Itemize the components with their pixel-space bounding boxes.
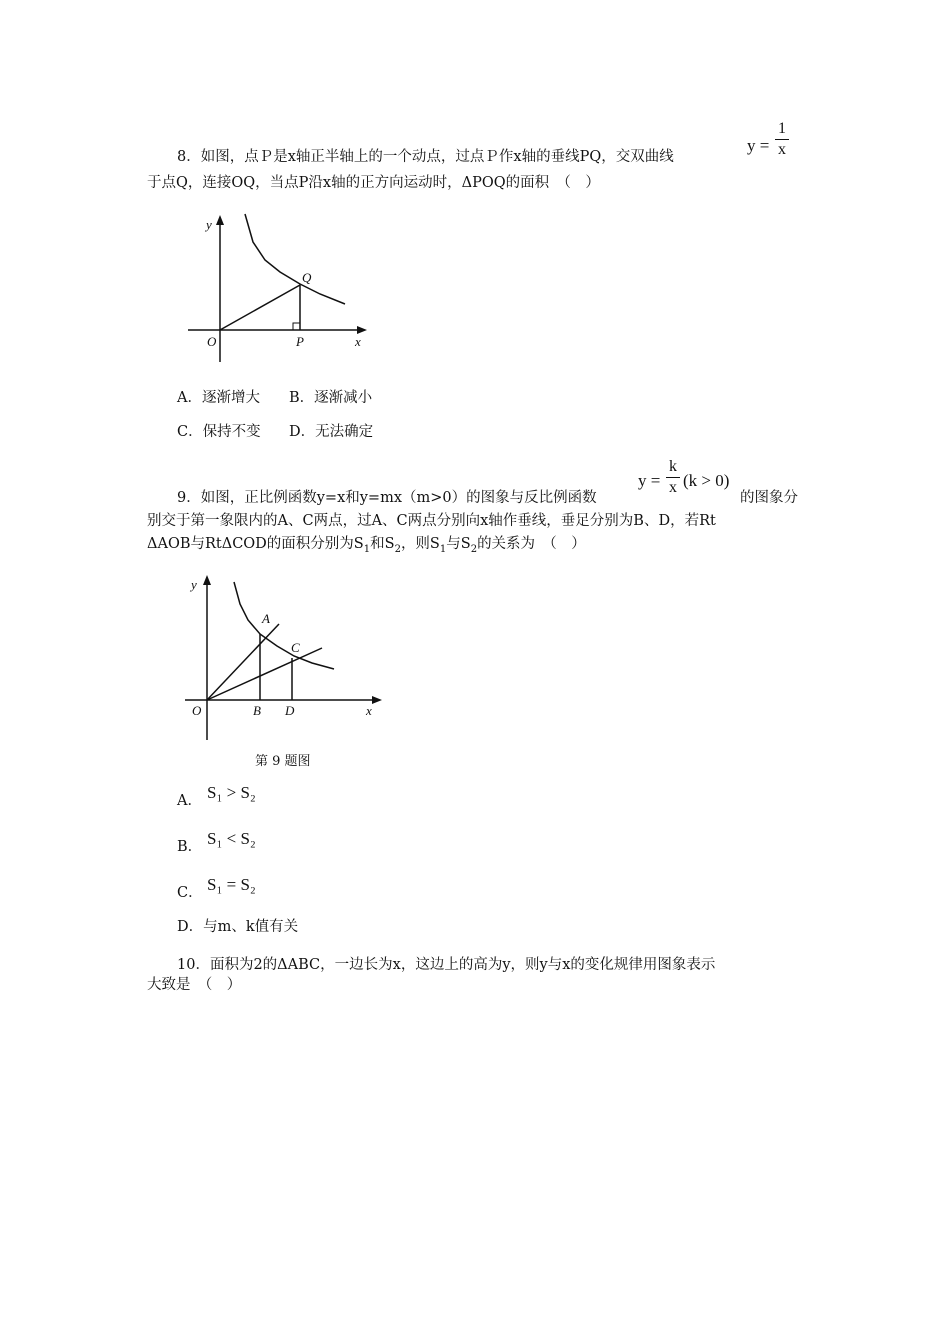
q9-label-A: A: [262, 611, 270, 626]
q8-formula-denominator: x: [778, 141, 786, 158]
q8-option-c: C．保持不变: [177, 424, 261, 440]
q9-text-line1-end: 的图象分: [740, 490, 798, 506]
q9-line3-e: 的关系为 （ ）: [477, 536, 586, 552]
q9-label-x: x: [366, 703, 372, 718]
q8-label-x: x: [355, 334, 361, 349]
q8-y-arrow: [216, 215, 224, 225]
q9-x-arrow: [372, 696, 382, 704]
q9-line3-c: ，则S: [400, 536, 440, 552]
q8-formula-numerator: 1: [778, 120, 786, 137]
q9-option-d: D．与m、k值有关: [177, 919, 299, 935]
q9-sub-2b: 2: [470, 543, 478, 555]
q9-label-y: y: [191, 577, 197, 592]
q9-label-C: C: [291, 640, 300, 655]
q9-line3-a: ΔAOB与RtΔCOD的面积分别为S: [147, 536, 364, 552]
q9-formula-denominator: x: [669, 479, 677, 496]
q8-hyperbola: [245, 214, 345, 304]
q9-figure-caption: 第 9 题图: [255, 754, 311, 769]
fraction-bar: [666, 477, 680, 478]
q8-text-line2: 于点Q，连接OQ，当点P沿x轴的正方向运动时，ΔPOQ的面积 （ ）: [147, 175, 600, 191]
q8-figure: [185, 212, 375, 372]
q8-label-Q: Q: [302, 270, 312, 285]
q8-label-P: P: [296, 334, 304, 349]
q8-option-a: A．逐渐增大: [177, 390, 260, 406]
q9-label-D: D: [285, 703, 295, 718]
q9-text-line1: 9．如图，正比例函数y=x和y=mx（m>0）的图象与反比例函数: [177, 490, 597, 506]
q9-text-line3: [147, 534, 586, 560]
q9-sub-1b: 1: [439, 543, 447, 555]
q9-text-line2: 别交于第一象限内的A、C两点，过A、C两点分别向x轴作垂线，垂足分别为B、D，若Rt: [147, 513, 716, 529]
q9-label-O: O: [192, 703, 202, 718]
q9-y-arrow: [203, 575, 211, 585]
q9-option-a-label: A．: [177, 793, 202, 809]
q8-label-O: O: [207, 334, 217, 349]
q8-option-d: D．无法确定: [289, 424, 374, 440]
q9-line-y-x: [207, 624, 279, 700]
q9-sub-2a: 2: [394, 543, 401, 555]
q9-option-a-math: S₁ > S₂: [207, 783, 256, 802]
q8-formula-fraction: [775, 120, 789, 159]
q9-line-y-mx: [207, 648, 322, 700]
q9-label-B: B: [253, 703, 261, 718]
q9-option-c-label: C．: [177, 885, 203, 901]
q10-text-line1: 10．面积为2的ΔABC，一边长为x，这边上的高为y，则y与x的变化规律用图象表示: [177, 957, 716, 973]
q9-formula-fraction: [666, 458, 680, 497]
q8-label-y: y: [206, 217, 212, 232]
q9-line3-d: 与S: [446, 536, 471, 552]
q8-segment-OQ: [220, 285, 300, 330]
q8-option-b: B．逐渐减小: [289, 390, 373, 406]
q8-formula-lhs: y =: [747, 136, 770, 155]
q9-option-b-math: S₁ < S₂: [207, 829, 256, 848]
fraction-bar: [775, 139, 789, 140]
q9-formula-condition: (k > 0): [683, 471, 730, 490]
q9-sub-1a: 1: [363, 543, 371, 555]
q8-text-line1: 8．如图，点Ｐ是x轴正半轴上的一个动点，过点Ｐ作x轴的垂线PQ，交双曲线: [177, 149, 674, 165]
q9-option-c-math: S₁ = S₂: [207, 875, 256, 894]
q8-x-arrow: [357, 326, 367, 334]
q8-right-angle-mark: [293, 323, 300, 330]
q9-formula-lhs: y =: [638, 471, 661, 490]
q10-text-line2: 大致是 （ ）: [147, 977, 242, 993]
q9-option-b-label: B．: [177, 839, 203, 855]
q9-line3-b: 和S: [370, 536, 395, 552]
q9-figure: [182, 572, 392, 742]
q9-formula-numerator: k: [669, 458, 677, 475]
